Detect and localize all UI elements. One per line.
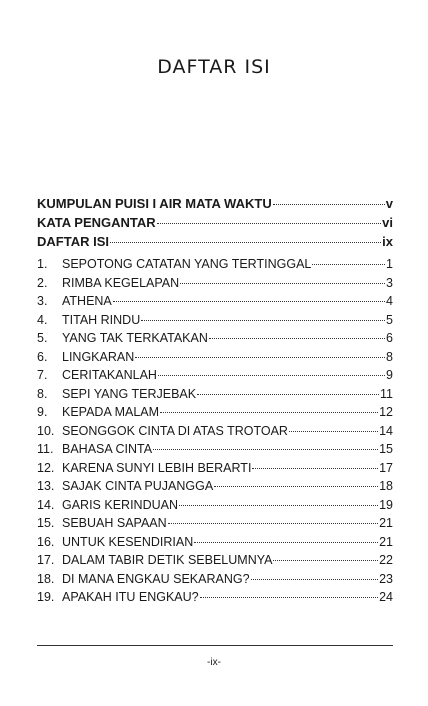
dot-leader (194, 542, 378, 543)
dot-leader (179, 505, 378, 506)
toc-page-number: v (385, 196, 393, 211)
toc-entry-row[interactable] (37, 405, 393, 419)
toc-entry-row[interactable] (37, 387, 393, 401)
dot-leader (289, 431, 378, 432)
toc-entry-number: 2. (37, 275, 48, 290)
toc-entry-number: 17. (37, 553, 55, 567)
toc-entry-label: APAKAH ITU ENGKAU? (62, 590, 199, 604)
toc-entry-number: 1. (37, 257, 48, 271)
dot-leader (141, 320, 385, 321)
toc-entry-number: 5. (37, 331, 48, 345)
dot-leader (252, 468, 378, 469)
toc-entry-number: 18. (37, 571, 55, 586)
toc-entry-row[interactable] (37, 368, 393, 382)
toc-page-number: 21 (379, 516, 393, 530)
toc-entry-row[interactable] (37, 257, 393, 271)
dot-leader (312, 264, 385, 265)
dot-leader (157, 223, 381, 224)
toc-entry-label: RIMBA KEGELAPAN (62, 275, 180, 290)
toc-page-number: 22 (379, 553, 393, 567)
dot-leader (168, 523, 378, 524)
toc-entry-row[interactable] (37, 498, 393, 512)
toc-entry-label: SEONGGOK CINTA DI ATAS TROTOAR (62, 423, 288, 438)
toc-page-number: 17 (379, 460, 393, 475)
toc-page-number: 1 (386, 257, 393, 271)
toc-entry-row[interactable] (37, 553, 393, 567)
dot-leader (273, 204, 385, 205)
toc-page-number: 6 (386, 331, 393, 345)
dot-leader (273, 560, 378, 561)
dot-leader (214, 486, 378, 487)
toc-page-number: 5 (386, 312, 393, 327)
toc-entry-number: 10. (37, 423, 55, 438)
toc-front-matter-row[interactable] (37, 235, 393, 249)
toc-page-number: 15 (379, 442, 393, 456)
toc-entry-row[interactable] (37, 479, 393, 493)
toc-page-number: vi (382, 215, 393, 230)
toc-entry-number: 3. (37, 294, 48, 308)
toc-entry-label: SEPI YANG TERJEBAK (62, 386, 197, 401)
toc-entry-label: LINGKARAN (62, 349, 135, 364)
toc-entry-row[interactable] (37, 276, 393, 290)
toc-entry-row[interactable] (37, 331, 393, 345)
toc-page-number: 9 (386, 368, 393, 382)
toc-entry-label: SEPOTONG CATATAN YANG TERTINGGAL (62, 257, 312, 271)
toc-entry-label: KATA PENGANTAR (37, 215, 156, 230)
toc-entry-row[interactable] (37, 313, 393, 327)
toc-entry-label: ATHENA (62, 294, 112, 308)
toc-entry-row[interactable] (37, 590, 393, 604)
toc-entry-row[interactable] (37, 350, 393, 364)
toc-entry-label: UNTUK KESENDIRIAN (62, 534, 194, 549)
toc-entry-number: 8. (37, 386, 48, 401)
dot-leader (153, 449, 378, 450)
toc-page-number: 18 (379, 479, 393, 493)
dot-leader (180, 283, 385, 284)
toc-entry-number: 4. (37, 312, 48, 327)
toc-page-number: ix (382, 234, 393, 249)
toc-page-number: 21 (379, 534, 393, 549)
toc-page-number: 14 (379, 423, 393, 438)
toc-front-matter-row[interactable] (37, 197, 393, 211)
toc-entry-row[interactable] (37, 535, 393, 549)
toc-entry-label: YANG TAK TERKATAKAN (62, 331, 208, 345)
toc-page-number: 12 (379, 405, 393, 419)
toc-entry-number: 13. (37, 479, 55, 493)
toc-entry-number: 15. (37, 516, 55, 530)
toc-entry-row[interactable] (37, 461, 393, 475)
toc-entry-row[interactable] (37, 572, 393, 586)
toc-entry-number: 6. (37, 349, 48, 364)
toc-entry-label: DAFTAR ISI (37, 234, 109, 249)
dot-leader (158, 375, 385, 376)
toc-entry-number: 12. (37, 460, 55, 475)
toc-entry-label: TITAH RINDU (62, 312, 141, 327)
toc-page-number: 4 (386, 294, 393, 308)
toc-entry-label: KARENA SUNYI LEBIH BERARTI (62, 460, 252, 475)
dot-leader (110, 242, 381, 243)
dot-leader (200, 597, 378, 598)
toc-entry-number: 19. (37, 590, 55, 604)
toc-page-number: 19 (379, 497, 393, 512)
footer-page-number: -ix- (207, 657, 221, 668)
toc-page-number: 8 (386, 349, 393, 364)
dot-leader (113, 301, 385, 302)
dot-leader (251, 579, 379, 580)
toc-entry-number: 9. (37, 405, 48, 419)
toc-entry-label: GARIS KERINDUAN (62, 497, 178, 512)
toc-entry-label: KUMPULAN PUISI I AIR MATA WAKTU (37, 196, 272, 211)
toc-entry-row[interactable] (37, 294, 393, 308)
toc-page-number: 23 (379, 571, 393, 586)
dot-leader (160, 412, 378, 413)
toc-front-matter-row[interactable] (37, 216, 393, 230)
toc-entry-label: SEBUAH SAPAAN (62, 516, 167, 530)
dot-leader (209, 338, 385, 339)
toc-entry-label: DALAM TABIR DETIK SEBELUMNYA (62, 553, 273, 567)
toc-entry-number: 16. (37, 534, 55, 549)
dot-leader (135, 357, 385, 358)
page-title: DAFTAR ISI (157, 56, 271, 78)
toc-entry-label: KEPADA MALAM (62, 405, 160, 419)
toc-entry-label: DI MANA ENGKAU SEKARANG? (62, 571, 250, 586)
toc-entry-label: SAJAK CINTA PUJANGGA (62, 479, 214, 493)
toc-entry-label: CERITAKANLAH (62, 368, 157, 382)
toc-entry-row[interactable] (37, 424, 393, 438)
toc-entry-label: BAHASA CINTA (62, 442, 153, 456)
toc-entry-row[interactable] (37, 516, 393, 530)
dot-leader (197, 394, 379, 395)
toc-entry-number: 11. (37, 442, 54, 456)
footer-divider (37, 645, 393, 646)
toc-entry-number: 14. (37, 497, 55, 512)
toc-entry-number: 7. (37, 368, 48, 382)
toc-entry-row[interactable] (37, 442, 393, 456)
toc-page-number: 24 (379, 590, 393, 604)
toc-page-number: 3 (386, 275, 393, 290)
toc-page-number: 11 (380, 386, 393, 401)
